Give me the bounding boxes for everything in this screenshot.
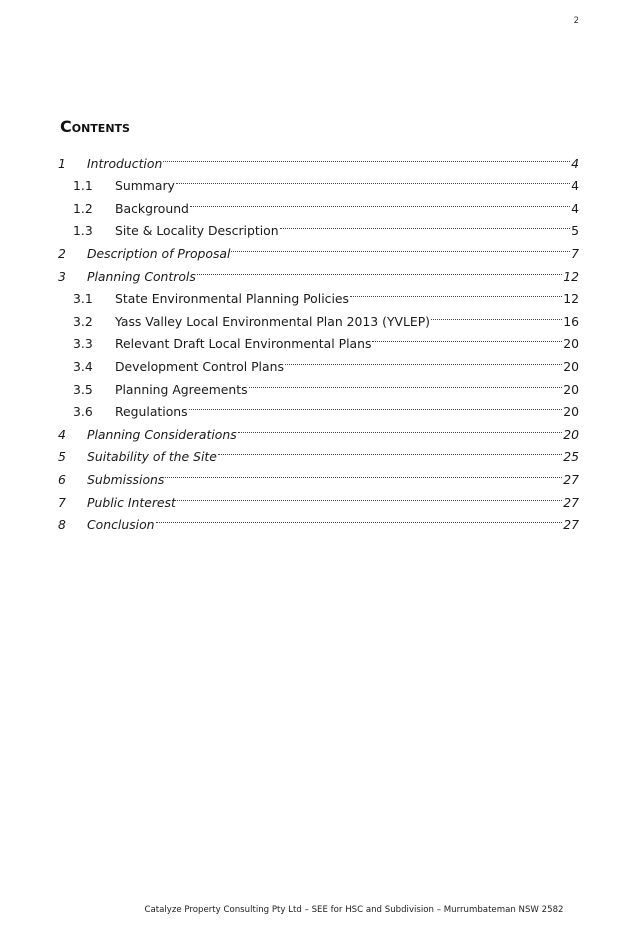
toc-entry-page: 12 [563, 268, 579, 284]
toc-dot-leader [249, 371, 563, 394]
toc-entry-title[interactable]: Suitability of the Site [87, 449, 217, 465]
toc-entry-number: 4 [58, 426, 66, 442]
toc-entry[interactable] [58, 235, 579, 261]
toc-entry[interactable] [58, 371, 579, 397]
toc-dot-leader [431, 303, 562, 326]
toc-dot-leader [280, 213, 571, 236]
toc-entry[interactable] [58, 145, 579, 171]
toc-entry[interactable] [58, 484, 579, 510]
toc-entry-page: 5 [571, 223, 579, 239]
table-of-contents [58, 145, 579, 533]
toc-entry-title[interactable]: Site & Locality Description [115, 223, 279, 239]
toc-entry-number: 3.2 [73, 313, 93, 329]
toc-entry-number: 3.4 [73, 358, 93, 374]
toc-entry-number: 1.3 [73, 223, 93, 239]
toc-entry-page: 4 [571, 155, 579, 171]
toc-entry-page: 27 [563, 517, 579, 533]
toc-entry-page: 4 [571, 200, 579, 216]
page-number: 2 [573, 16, 579, 26]
toc-entry-title[interactable]: Yass Valley Local Environmental Plan 2013 (YVLEP) [115, 313, 431, 329]
toc-entry-title[interactable]: Description of Proposal [87, 245, 231, 261]
toc-dot-leader [372, 326, 562, 349]
toc-dot-leader [190, 190, 570, 213]
toc-entry[interactable] [58, 281, 579, 307]
toc-entry[interactable] [58, 326, 579, 352]
toc-dot-leader [218, 439, 562, 462]
toc-entry-number: 8 [58, 517, 66, 533]
toc-entry[interactable] [58, 394, 579, 420]
toc-entry[interactable] [58, 461, 579, 487]
toc-entry-title[interactable]: Introduction [87, 155, 163, 171]
toc-entry-title[interactable]: Background [115, 200, 189, 216]
toc-entry[interactable] [58, 416, 579, 442]
toc-entry-page: 20 [563, 404, 579, 420]
toc-entry-title[interactable]: Planning Controls [87, 268, 196, 284]
toc-entry-title[interactable]: Conclusion [87, 517, 155, 533]
toc-entry-page: 20 [563, 358, 579, 374]
toc-entry-number: 1 [58, 155, 66, 171]
toc-entry[interactable] [58, 439, 579, 465]
toc-dot-leader [163, 145, 570, 168]
toc-entry-number: 7 [58, 494, 66, 510]
toc-entry-page: 20 [563, 426, 579, 442]
toc-entry[interactable] [58, 168, 579, 194]
toc-entry[interactable] [58, 258, 579, 284]
toc-dot-leader [156, 507, 563, 530]
toc-dot-leader [165, 461, 562, 484]
toc-entry[interactable] [58, 507, 579, 533]
toc-entry-number: 1.1 [73, 178, 93, 194]
toc-dot-leader [231, 235, 570, 258]
toc-entry-page: 4 [571, 178, 579, 194]
toc-dot-leader [189, 394, 563, 417]
toc-entry-title[interactable]: State Environmental Planning Policies [115, 291, 349, 307]
toc-entry-page: 25 [563, 449, 579, 465]
toc-entry-number: 3.3 [73, 336, 93, 352]
toc-entry-title[interactable]: Regulations [115, 404, 188, 420]
toc-entry-page: 12 [563, 291, 579, 307]
toc-entry-number: 5 [58, 449, 66, 465]
toc-entry-number: 3.6 [73, 404, 93, 420]
toc-dot-leader [350, 281, 562, 304]
toc-entry-page: 27 [563, 494, 579, 510]
toc-entry-number: 3.5 [73, 381, 93, 397]
toc-entry-number: 1.2 [73, 200, 93, 216]
toc-entry[interactable] [58, 348, 579, 374]
toc-entry-number: 6 [58, 471, 66, 487]
toc-entry-number: 3 [58, 268, 66, 284]
toc-entry-number: 2 [58, 245, 66, 261]
toc-entry-title[interactable]: Planning Agreements [115, 381, 248, 397]
toc-entry-page: 16 [563, 313, 579, 329]
toc-entry-page: 20 [563, 381, 579, 397]
toc-entry-title[interactable]: Submissions [87, 471, 165, 487]
page-footer [0, 905, 641, 915]
toc-dot-leader [197, 258, 562, 281]
footer-text: Catalyze Property Consulting Pty Ltd – SEE for HSC and Subdivision – Murrumbateman NSW 2582 [144, 905, 564, 915]
toc-dot-leader [176, 168, 570, 191]
contents-heading: Contents [60, 117, 130, 136]
toc-entry-title[interactable]: Relevant Draft Local Environmental Plans [115, 336, 372, 352]
toc-entry-number: 3.1 [73, 291, 93, 307]
toc-entry-title[interactable]: Public Interest [87, 494, 176, 510]
toc-entry-title[interactable]: Summary [115, 178, 175, 194]
toc-entry-title[interactable]: Planning Considerations [87, 426, 237, 442]
toc-entry-page: 27 [563, 471, 579, 487]
toc-dot-leader [177, 484, 562, 507]
toc-entry[interactable] [58, 213, 579, 239]
toc-entry-page: 20 [563, 336, 579, 352]
toc-entry-page: 7 [571, 245, 579, 261]
toc-entry[interactable] [58, 303, 579, 329]
toc-entry-title[interactable]: Development Control Plans [115, 358, 284, 374]
toc-dot-leader [238, 416, 563, 439]
toc-entry[interactable] [58, 190, 579, 216]
toc-dot-leader [285, 348, 562, 371]
